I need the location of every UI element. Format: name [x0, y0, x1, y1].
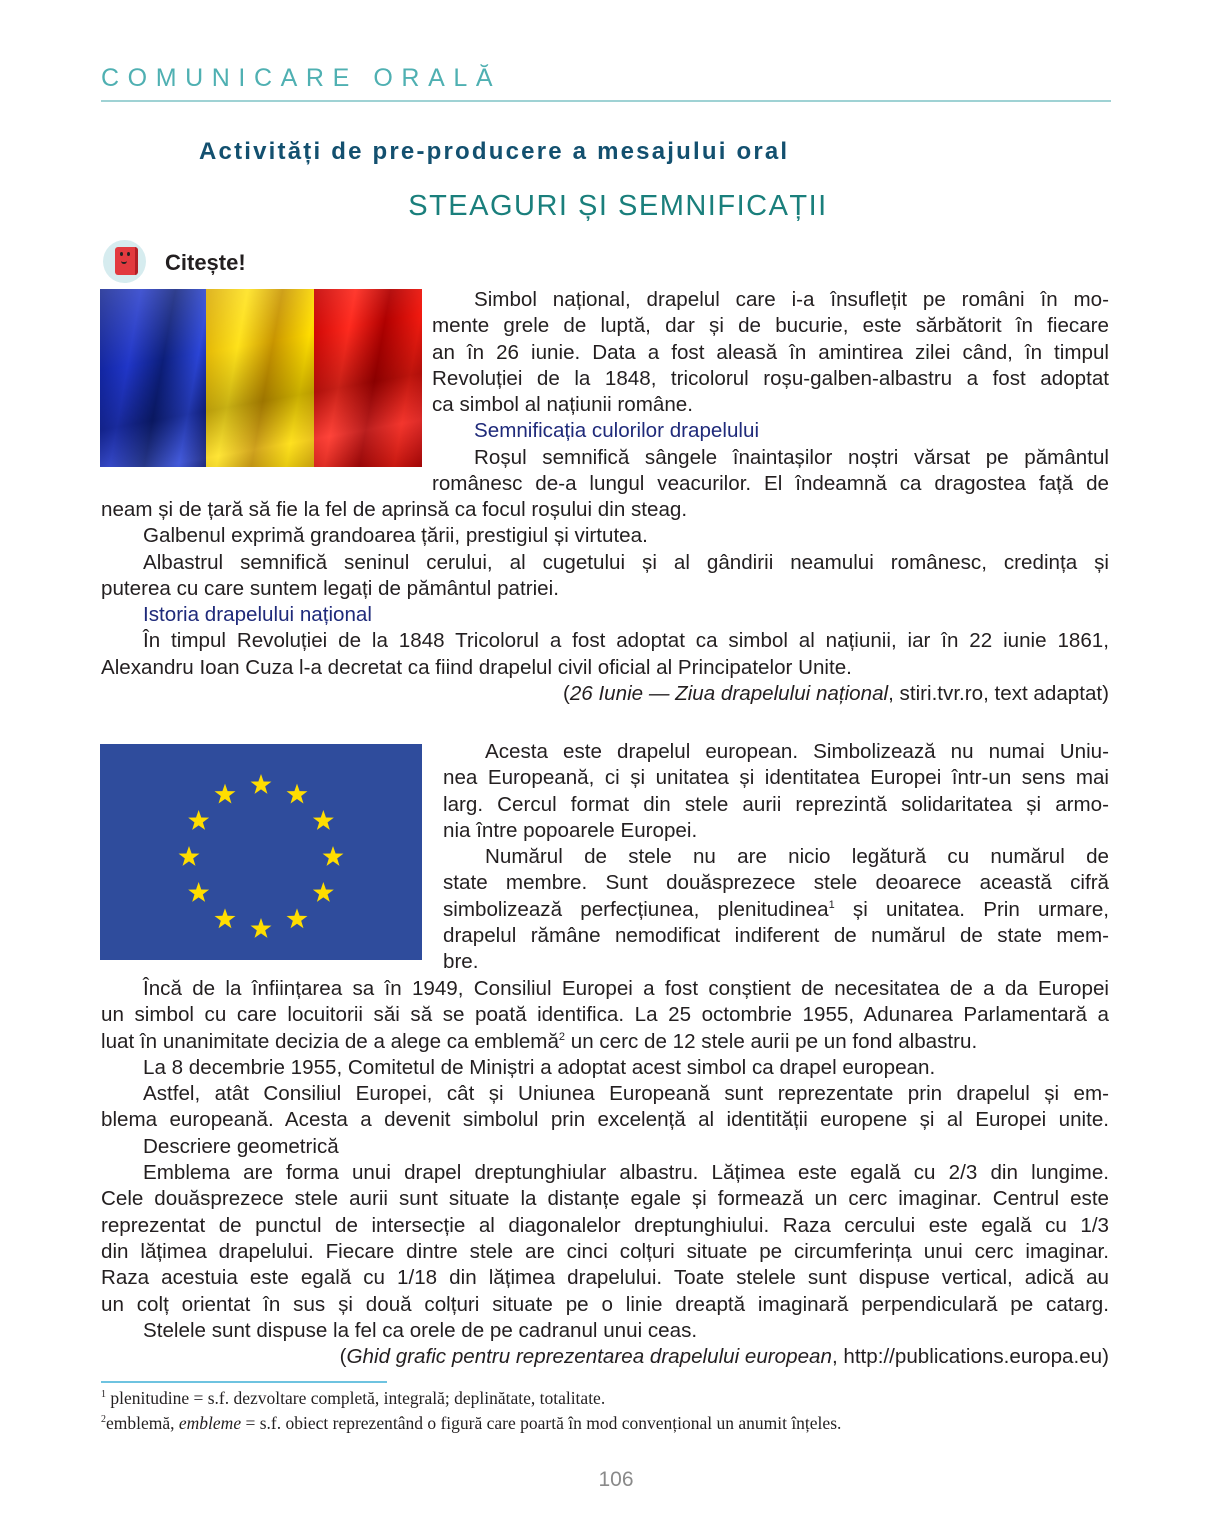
text-line: Acesta este drapelul european. Simbolizează nu numai Uniu- [485, 740, 1109, 763]
text-line: puterea cu care suntem legați de pământul patriei. [101, 576, 559, 600]
text-line: Cele douăsprezece stele aurii sunt situate la distanțe egale și formează un cerc imaginar. Centrul este [101, 1187, 1109, 1211]
text-line: Emblema are forma unui drapel dreptunghiular albastru. Lățimea este egală cu 2/3 din lungime. [143, 1161, 1109, 1185]
text-line: bre. [443, 950, 479, 974]
footnote-ref-2: 2 [558, 1030, 566, 1043]
text-line: Alexandru Ioan Cuza l-a decretat ca fiind drapelul civil oficial al Principatelor Unite. [101, 655, 852, 679]
star-icon [188, 882, 209, 902]
text-line: La 8 decembrie 1955, Comitetul de Miniștri a adoptat acest simbol ca drapel european. [143, 1055, 936, 1079]
text-line: Albastrul semnifică seninul cerului, al cugetului și al gândirii neamului românesc, credința și [143, 550, 1109, 574]
activity-subtitle: Activități de pre-producere a mesajului oral [199, 138, 790, 165]
text-line: Raza acestuia este egală cu 1/18 din lățimea drapelului. Toate stelele sunt dispuse vertical, adică au [101, 1266, 1109, 1290]
text-line: Roșul semnifică sângele înaintașilor noștri vărsat pe pământul [474, 445, 1109, 469]
text-line: Încă de la înființarea sa în 1949, Consiliul Europei a fost conștient de necesitatea de a da Europei [143, 977, 1109, 1000]
text-line: state membre. Sunt douăsprezece stele deoarece această cifră [443, 871, 1109, 895]
text-line: românesc de-a lungul veacurilor. El îndeamnă ca dragostea față de [432, 472, 1109, 496]
star-icon [215, 908, 236, 928]
star-icon [287, 908, 308, 928]
text-line: Simbol național, drapelul care i-a însuflețit pe români în mo- [474, 288, 1109, 311]
geometric-description-heading: Descriere geometrică [143, 1134, 339, 1158]
star-icon [188, 810, 209, 830]
eu-flag-image [100, 744, 422, 960]
read-prompt-label: Citește! [165, 250, 246, 275]
star-icon [251, 774, 272, 794]
text-line: din lățimea drapelului. Fiecare dintre stele are cinci colțuri situate pe circumferința unui cerc imaginar. [101, 1239, 1109, 1263]
text-line: În timpul Revoluției de la 1848 Tricolorul a fost adoptat ca simbol al națiunii, iar în 22 iunie 1861, [143, 629, 1109, 653]
text-line: neam și de țară să fie la fel de aprinsă ca focul roșului din steag. [101, 498, 688, 521]
text-line: larg. Cercul format din stele aurii reprezintă solidaritatea și armo- [443, 792, 1109, 816]
text-line: Astfel, atât Consiliul Europei, cât și Uniunea Europeană sunt reprezentate prin drapelul și em- [143, 1082, 1109, 1106]
source-citation: (Ghid grafic pentru reprezentarea drapelului european, http://publications.europa.eu) [339, 1345, 1109, 1369]
text-line: Stelele sunt dispuse la fel ca orele de pe cadranul unui ceas. [143, 1318, 698, 1342]
text-line: an în 26 iunie. Data a fost aleasă în amintirea zilei când, în timpul [432, 340, 1109, 364]
book-icon [103, 240, 146, 283]
section-divider [101, 100, 1111, 102]
romania-intro-text [432, 287, 1109, 497]
footnote-divider [101, 1381, 387, 1383]
star-icon [251, 918, 272, 938]
footnote-2: $^2$emblemă, embleme = s.f. obiect reprezentând o figură care poartă în mod convențional un anumit înțeles. [101, 1413, 842, 1433]
romania-flag-image [100, 289, 422, 467]
text-line: simbolizează perfecțiunea, plenitudinea$^1$ și unitatea. Prin urmare, [443, 897, 1109, 921]
text-line: mente grele de luptă, dar și de bucurie, este sărbătorit în fiecare [432, 314, 1109, 338]
colors-meaning-heading: Semnificația culorilor drapelului [474, 419, 760, 443]
text-line: un colț orientat în sus și două colțuri situate pe o linie dreaptă imaginară perpendiculară pe catarg. [101, 1292, 1109, 1316]
section-label: COMUNICARE ORALĂ [101, 64, 502, 92]
page-title: STEAGURI ȘI SEMNIFICAȚII [408, 190, 828, 222]
text-line: Galbenul exprimă grandoarea țării, prestigiul și virtutea. [143, 524, 648, 548]
eu-stars-circle [100, 744, 422, 960]
footnote-ref-1: 1 [828, 898, 835, 911]
flag-history-heading: Istoria drapelului național [143, 603, 372, 627]
text-line: nea Europeană, ci și unitatea și identitatea Europei într-un sens mai [443, 766, 1109, 790]
footnote-1: $^1$ plenitudine = s.f. dezvoltare completă, integrală; deplinătate, totalitate. [101, 1388, 606, 1408]
romania-body-text [101, 497, 1109, 707]
star-icon [179, 846, 200, 866]
text-line: Revoluției de la 1848, tricolorul roșu-galben-albastru a fost adoptat [432, 366, 1109, 390]
star-icon [313, 882, 334, 902]
text-line: un simbol cu care locuitorii săi să se poată identifica. La 25 octombrie 1955, Adunarea Parlamentară a [101, 1003, 1109, 1027]
text-line: luat în unanimitate decizia de a alege ca emblemă$^2$ un cerc de 12 stele aurii pe un fond albastru. [101, 1029, 978, 1053]
star-icon [323, 846, 344, 866]
text-line: ca simbol al națiunii române. [432, 393, 693, 417]
star-icon [287, 784, 308, 804]
star-icon [313, 810, 334, 830]
text-line: nia între popoarele Europei. [443, 818, 698, 842]
star-icon [215, 784, 236, 804]
text-line: drapelul rămâne nemodificat indiferent de numărul de state mem- [443, 924, 1109, 948]
source-citation: (26 Iunie — Ziua drapelului național, stiri.tvr.ro, text adaptat) [562, 682, 1109, 706]
eu-intro-text [443, 739, 1109, 976]
eu-body-text [101, 976, 1109, 1370]
text-line: Numărul de stele nu are nicio legătură cu numărul de [485, 845, 1109, 869]
text-line: blema europeană. Acesta a devenit simbolul prin excelență al identității europene și al Europei unite. [101, 1108, 1109, 1132]
text-line: reprezentat de punctul de intersecție al diagonalelor dreptunghiului. Raza cercului este egală cu 1/3 [101, 1213, 1109, 1237]
page-number: 106 [598, 1468, 634, 1491]
